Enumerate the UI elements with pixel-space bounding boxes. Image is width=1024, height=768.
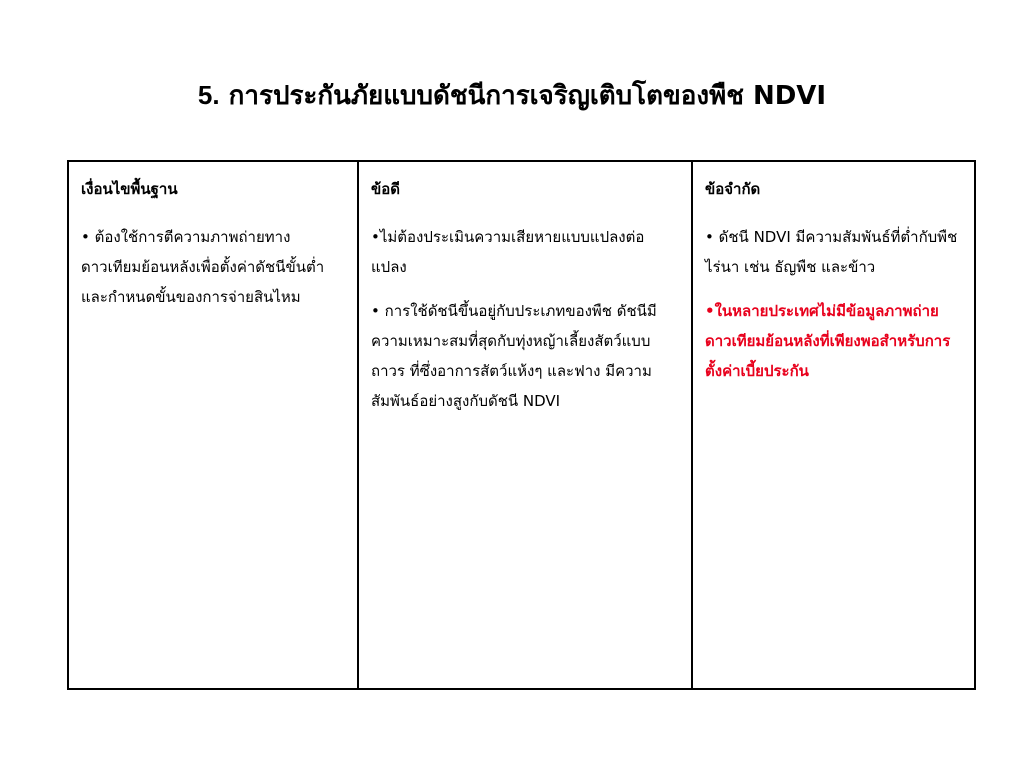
column-limitations [692, 161, 975, 689]
bullet-marker: • [81, 228, 90, 246]
paragraph-text: ในหลายประเทศไม่มีข้อมูลภาพถ่ายดาวเทียมย้อนหลังที่เพียงพอสำหรับการตั้งค่าเบี้ยประกัน [705, 302, 951, 380]
column-basic-conditions [68, 161, 358, 689]
paragraph-text: ไม่ต้องประเมินความเสียหายแบบแปลงต่อแปลง [371, 228, 645, 276]
table-row [68, 161, 975, 689]
slide-title [0, 70, 1024, 121]
bullet-marker: • [705, 302, 715, 320]
column-header: เงื่อนไขพื้นฐาน [81, 180, 178, 198]
paragraph-text: การใช้ดัชนีขึ้นอยู่กับประเภทของพืช ดัชนีมีความเหมาะสมที่สุดกับทุ่งหญ้าเลี้ยงสัตว์แบบถาวร ที่ซึ่งอาการสัตว์แห้งๆ และฟาง มีความสัมพันธ์อย่างสูงกับดัชนี NDVI [371, 302, 657, 410]
paragraph [371, 222, 679, 282]
paragraph-alert [705, 296, 962, 386]
comparison-table [67, 160, 976, 690]
title-number: 5. [197, 80, 220, 110]
paragraph-text: ดัชนี NDVI มีความสัมพันธ์ที่ต่ำกับพืชไร่นา เช่น ธัญพืช และข้าว [705, 228, 958, 276]
column-advantages [358, 161, 692, 689]
bullet-marker: • [705, 228, 714, 246]
paragraph-text: ต้องใช้การตีความภาพถ่ายทางดาวเทียมย้อนหลังเพื่อตั้งค่าดัชนีขั้นต่ำ และกำหนดขั้นของการจ่ายสินไหม [81, 228, 325, 306]
paragraph [705, 222, 962, 282]
column-header: ข้อดี [371, 180, 401, 198]
column-header: ข้อจำกัด [705, 180, 761, 198]
title-text: การประกันภัยแบบดัชนีการเจริญเติบโตของพืช NDVI [228, 81, 827, 111]
paragraph [371, 296, 679, 416]
paragraph [81, 222, 345, 312]
bullet-marker: • [371, 228, 380, 246]
bullet-marker: • [371, 302, 380, 320]
